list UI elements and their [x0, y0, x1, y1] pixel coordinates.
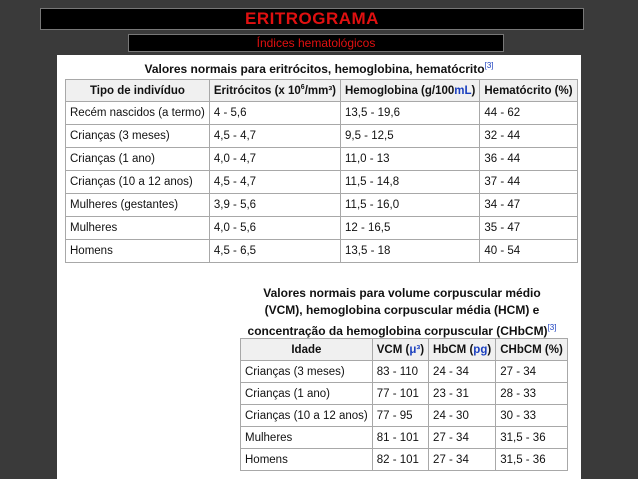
- header-vcm-unit-link[interactable]: μ³: [409, 343, 421, 356]
- header-hbcm-pre: HbCM (: [433, 343, 474, 356]
- cell-vcm: 83 - 110: [372, 361, 428, 383]
- cell-erythrocytes: 4,5 - 4,7: [209, 171, 340, 194]
- cell-hbcm: 23 - 31: [429, 383, 496, 405]
- header-hbcm: [429, 339, 496, 361]
- cell-erythrocytes: 4,5 - 4,7: [209, 125, 340, 148]
- cell-hemoglobin: 11,5 - 14,8: [341, 171, 480, 194]
- table-header-row: [241, 339, 568, 361]
- cell-hbcm: 24 - 34: [429, 361, 496, 383]
- cell-hematocrit: 34 - 47: [480, 194, 577, 217]
- table-row: [241, 405, 568, 427]
- header-erythrocytes-pre: Eritrócitos (x 10: [213, 84, 301, 97]
- cell-individual: Homens: [66, 240, 210, 263]
- cell-hematocrit: 40 - 54: [480, 240, 577, 263]
- cell-hematocrit: 36 - 44: [480, 148, 577, 171]
- cell-individual: Crianças (1 ano): [66, 148, 210, 171]
- cell-age: Crianças (3 meses): [241, 361, 373, 383]
- table2-caption: [237, 285, 567, 340]
- cell-hematocrit: 35 - 47: [480, 217, 577, 240]
- header-vcm: [372, 339, 428, 361]
- cell-hemoglobin: 11,5 - 16,0: [341, 194, 480, 217]
- cell-hbcm: 27 - 34: [429, 427, 496, 449]
- cell-individual: Mulheres (gestantes): [66, 194, 210, 217]
- cell-age: Crianças (1 ano): [241, 383, 373, 405]
- table-header-row: [66, 80, 578, 102]
- table-row: [66, 125, 578, 148]
- header-vcm-pre: VCM (: [376, 343, 410, 356]
- table-row: [241, 449, 568, 471]
- cell-chbcm: 30 - 33: [496, 405, 568, 427]
- cell-hemoglobin: 13,5 - 18: [341, 240, 480, 263]
- corpuscular-indices-table: [240, 338, 568, 471]
- cell-erythrocytes: 4,0 - 4,7: [209, 148, 340, 171]
- slide-title: ERITROGRAMA: [40, 8, 584, 30]
- cell-hemoglobin: 9,5 - 12,5: [341, 125, 480, 148]
- header-hemoglobin-pre: Hemoglobina (g/100: [345, 84, 455, 97]
- cell-hbcm: 24 - 30: [429, 405, 496, 427]
- table2-caption-ref-link[interactable]: [3]: [547, 323, 557, 332]
- table-row: [66, 217, 578, 240]
- table1-caption-text: Valores normais para eritrócitos, hemoglobina, hematócrito: [144, 62, 485, 76]
- cell-hemoglobin: 11,0 - 13: [341, 148, 480, 171]
- cell-chbcm: 27 - 34: [496, 361, 568, 383]
- cell-erythrocytes: 4,0 - 5,6: [209, 217, 340, 240]
- header-hematocrit: Hematócrito (%): [480, 80, 577, 102]
- cell-hbcm: 27 - 34: [429, 449, 496, 471]
- cell-age: Mulheres: [241, 427, 373, 449]
- header-hemoglobin-post: ): [471, 84, 476, 97]
- cell-age: Crianças (10 a 12 anos): [241, 405, 373, 427]
- header-erythrocytes: [209, 80, 340, 102]
- header-hbcm-post: ): [487, 343, 492, 356]
- cell-hematocrit: 37 - 44: [480, 171, 577, 194]
- erythrocyte-table: [65, 79, 578, 263]
- table2-caption-line3-wrap: [237, 319, 567, 340]
- table-row: [241, 361, 568, 383]
- content-sheet: [57, 55, 581, 479]
- cell-individual: Recém nascidos (a termo): [66, 102, 210, 125]
- header-vcm-post: ): [420, 343, 425, 356]
- cell-individual: Crianças (10 a 12 anos): [66, 171, 210, 194]
- cell-erythrocytes: 4,5 - 6,5: [209, 240, 340, 263]
- header-hbcm-unit-link[interactable]: pg: [473, 343, 488, 356]
- cell-erythrocytes: 4 - 5,6: [209, 102, 340, 125]
- cell-vcm: 81 - 101: [372, 427, 428, 449]
- header-individual-type: Tipo de indivíduo: [66, 80, 210, 102]
- cell-individual: Crianças (3 meses): [66, 125, 210, 148]
- slide-subtitle: Índices hematológicos: [128, 34, 504, 52]
- table-row: [66, 171, 578, 194]
- header-hemoglobin-unit-link[interactable]: mL: [454, 84, 472, 97]
- header-erythrocytes-post: /mm³): [304, 84, 336, 97]
- table-row: [66, 102, 578, 125]
- header-chbcm: CHbCM (%): [496, 339, 568, 361]
- cell-chbcm: 31,5 - 36: [496, 449, 568, 471]
- header-age: Idade: [241, 339, 373, 361]
- table-row: [241, 427, 568, 449]
- cell-age: Homens: [241, 449, 373, 471]
- cell-individual: Mulheres: [66, 217, 210, 240]
- table1-caption: [57, 61, 581, 76]
- table2-caption-line2: (VCM), hemoglobina corpuscular média (HCM) e: [264, 303, 540, 317]
- table-row: [66, 194, 578, 217]
- table-row: [66, 240, 578, 263]
- cell-vcm: 77 - 101: [372, 383, 428, 405]
- table2-caption-line3: concentração da hemoglobina corpuscular (CHbCM): [247, 324, 548, 338]
- cell-vcm: 77 - 95: [372, 405, 428, 427]
- cell-hematocrit: 32 - 44: [480, 125, 577, 148]
- cell-vcm: 82 - 101: [372, 449, 428, 471]
- table-row: [66, 148, 578, 171]
- cell-chbcm: 28 - 33: [496, 383, 568, 405]
- cell-hemoglobin: 12 - 16,5: [341, 217, 480, 240]
- header-hemoglobin: [341, 80, 480, 102]
- table1-caption-ref-link[interactable]: [3]: [484, 61, 494, 70]
- cell-hemoglobin: 13,5 - 19,6: [341, 102, 480, 125]
- table-row: [241, 383, 568, 405]
- table2-caption-line1: Valores normais para volume corpuscular médio: [263, 286, 541, 300]
- cell-erythrocytes: 3,9 - 5,6: [209, 194, 340, 217]
- cell-chbcm: 31,5 - 36: [496, 427, 568, 449]
- cell-hematocrit: 44 - 62: [480, 102, 577, 125]
- header-erythrocytes-exp: 6: [300, 84, 305, 92]
